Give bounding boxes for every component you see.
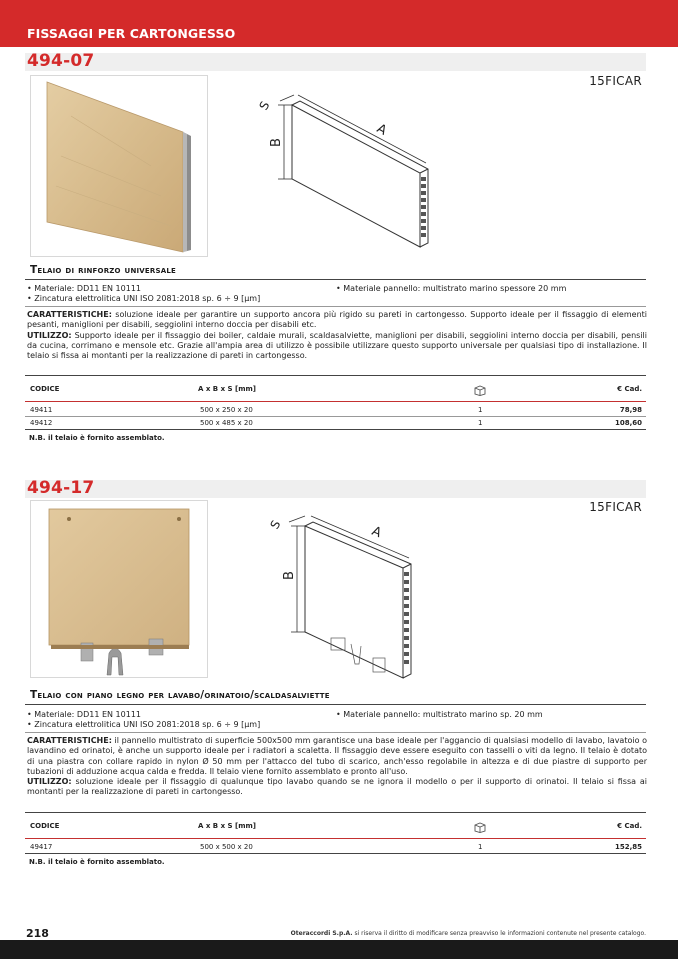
product-photo [30, 75, 208, 257]
brand-label: 15FICAR [589, 500, 642, 514]
features-label: CARATTERISTICHE: [27, 310, 112, 319]
assembly-note: N.B. il telaio è fornito assemblato. [29, 434, 165, 442]
dim-a-label: A [369, 523, 384, 542]
assembly-note: N.B. il telaio è fornito assemblato. [29, 858, 165, 866]
table-header-code: CODICE [30, 385, 60, 393]
page-number: 218 [26, 927, 49, 940]
bullet-zinc: • Zincatura elettrolitica UNI ISO 2081:2018 sp. 6 ÷ 9 [μm] [27, 294, 261, 303]
bullets-divider [25, 306, 646, 307]
table-header-dims: A x B x S [mm] [198, 822, 256, 830]
bullets-divider [25, 732, 646, 733]
product-code-bar [25, 480, 646, 498]
footer-text: si riserva il diritto di modificare senza preavviso le informazioni contenute nel presente catalogo. [352, 930, 646, 937]
row-code: 49411 [30, 406, 53, 414]
table-top-divider [25, 375, 646, 376]
brand-label: 15FICAR [589, 74, 642, 88]
row-price: 78,98 [619, 406, 642, 414]
footer-band [0, 940, 678, 959]
use-label: UTILIZZO: [27, 330, 72, 340]
features-text: soluzione ideale per garantire un supporto ancora più rigido su pareti in cartongesso. Supporto ideale per il fissaggio di elementi pesanti, maniglioni per disabili, seggiolini interno doccia per disabili etc. [27, 310, 647, 330]
footer-disclaimer [291, 930, 646, 937]
dim-s-label: S [256, 98, 273, 113]
title-divider [25, 704, 646, 705]
package-icon [473, 821, 487, 833]
row-divider [25, 416, 646, 417]
features-paragraph [27, 310, 647, 361]
section-title-header: FISSAGGI PER CARTONGESSO [27, 26, 236, 41]
table-header-divider [25, 401, 646, 402]
row-price: 152,85 [614, 843, 642, 851]
row-dims: 500 x 500 x 20 [200, 843, 253, 851]
table-bottom-divider [25, 853, 646, 854]
title-divider [25, 279, 646, 280]
product-title: Telaio di rinforzo universale [30, 264, 176, 276]
table-header-divider [25, 838, 646, 839]
features-text: il pannello multistrato di superficie 500x500 mm garantisce una base ideale per l'aggancio di qualsiasi modello di lavabo, lavatoio o lavandino ed orinatoi, è anche un supporto ideale per i radiatori a scaletta. Il fissaggio deve essere eseguito con tasselli o viti da legno. Il telaio è dotato di una piastra con collare rapido in nylon Ø 50 mm per l'attacco del tubo di scarico, anch'esso regolabile in altezza e di due piastre di supporto per tubazioni di adduzione acqua calda e fredda. Il telaio viene fornito assemblato e pronto all'uso. [27, 736, 647, 776]
product-title: Telaio con piano legno per lavabo/orinatoio/scaldasalviette [30, 689, 330, 701]
package-icon [473, 384, 487, 396]
product-code: 494-07 [27, 51, 95, 71]
dim-b-label: B [269, 138, 284, 147]
features-paragraph [27, 736, 647, 798]
table-header-code: CODICE [30, 822, 60, 830]
dimension-drawing [248, 93, 448, 253]
features-label: CARATTERISTICHE: [27, 736, 112, 745]
table-header-price: € Cad. [617, 385, 642, 393]
bullet-panel: • Materiale pannello: multistrato marino spessore 20 mm [336, 284, 567, 293]
use-label: UTILIZZO: [27, 777, 72, 787]
product-code-bar [25, 53, 646, 71]
use-text: soluzione ideale per il fissaggio di qualunque tipo lavabo quando se ne ignora il modello o per il supporto di orinatoi. Il telaio si fissa ai montanti per la realizzazione di pareti in cartongesso. [27, 777, 647, 797]
row-dims: 500 x 250 x 20 [200, 406, 253, 414]
bullet-zinc: • Zincatura elettrolitica UNI ISO 2081:2018 sp. 6 ÷ 9 [μm] [27, 720, 261, 729]
product-photo [30, 500, 208, 678]
table-header-price: € Cad. [617, 822, 642, 830]
table-header-dims: A x B x S [mm] [198, 385, 256, 393]
dim-a-label: A [374, 121, 390, 139]
row-qty: 1 [478, 843, 483, 851]
row-qty: 1 [478, 419, 483, 427]
use-text: Supporto ideale per il fissaggio dei boiler, caldaie murali, scaldasalviette, maniglioni per disabili, seggiolini interno doccia per disabili, pensili da cucina, corrimano e mensole etc. Grazie all'ampia area di utilizzo è possibile utilizzare questo supporto universale per qualsiasi tipo di installazione. Il telaio si fissa ai montanti per la realizzazione di pareti in cartongesso. [27, 330, 647, 361]
dim-b-label: B [282, 571, 297, 580]
table-top-divider [25, 812, 646, 813]
washbasin-frame-photo [31, 501, 209, 679]
dim-s-label: S [267, 517, 284, 532]
row-code: 49412 [30, 419, 53, 427]
header-band [0, 0, 678, 47]
product-code: 494-17 [27, 478, 95, 498]
bullet-material: • Materiale: DD11 EN 10111 [27, 284, 141, 293]
bullet-panel: • Materiale pannello: multistrato marino sp. 20 mm [336, 710, 543, 719]
row-code: 49417 [30, 843, 53, 851]
footer-company: Oteraccordi S.p.A. [290, 930, 353, 937]
row-qty: 1 [478, 406, 483, 414]
table-bottom-divider [25, 429, 646, 430]
row-price: 108,60 [614, 419, 642, 427]
bullet-material: • Materiale: DD11 EN 10111 [27, 710, 141, 719]
dimension-drawing [265, 512, 455, 682]
row-dims: 500 x 485 x 20 [200, 419, 253, 427]
reinforcement-frame-photo [31, 76, 209, 258]
